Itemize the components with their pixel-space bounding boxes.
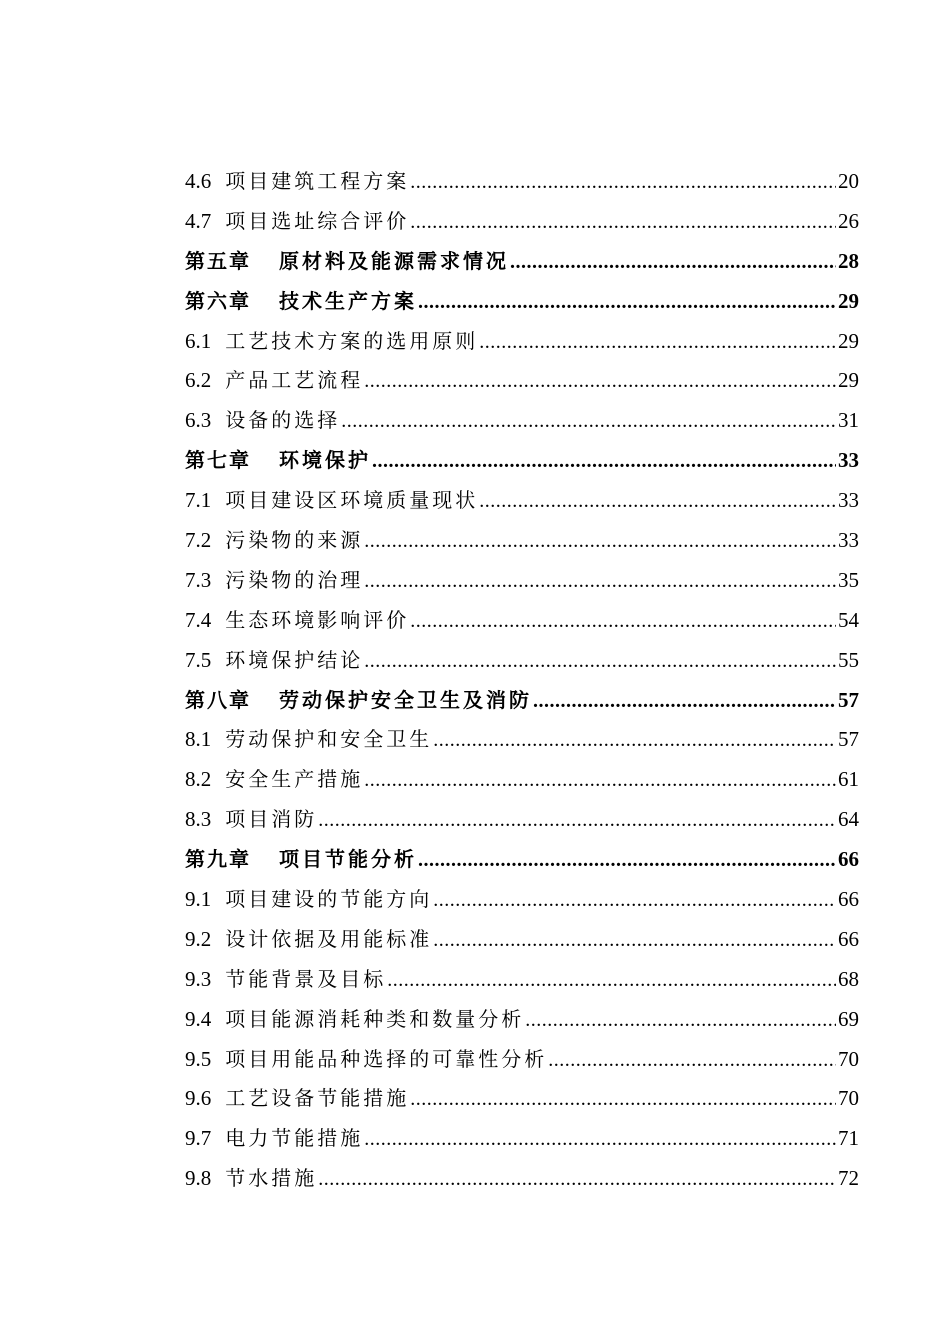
toc-title: 安全生产措施 <box>225 767 364 792</box>
dot-leader <box>364 642 836 682</box>
toc-entry[interactable] <box>185 561 859 601</box>
toc-entry[interactable] <box>185 880 859 920</box>
toc-chapter-title: 环境保护 <box>279 448 371 473</box>
toc-page-number: 70 <box>838 1086 859 1111</box>
toc-number: 6.3 <box>185 408 212 433</box>
toc-chapter-entry[interactable] <box>185 282 859 322</box>
toc-title: 设备的选择 <box>225 408 341 433</box>
toc-chapter-entry[interactable] <box>185 681 859 721</box>
toc-number: 8.2 <box>185 767 212 792</box>
toc-entry[interactable] <box>185 322 859 362</box>
toc-number: 7.4 <box>185 607 212 632</box>
toc-number: 9.2 <box>185 926 212 951</box>
toc-page-number: 69 <box>838 1006 859 1031</box>
toc-page-number: 66 <box>838 847 859 872</box>
toc-chapter-number: 第八章 <box>185 687 251 712</box>
toc-page-number: 26 <box>838 208 859 233</box>
toc-page-number: 61 <box>838 767 859 792</box>
toc-title: 劳动保护和安全卫生 <box>225 727 433 752</box>
dot-leader <box>410 602 836 642</box>
toc-entry[interactable] <box>185 1079 859 1119</box>
toc-entry[interactable] <box>185 202 859 242</box>
toc-title: 电力节能措施 <box>225 1126 364 1151</box>
toc-title: 项目用能品种选择的可靠性分析 <box>225 1046 548 1071</box>
toc-entry[interactable] <box>185 920 859 960</box>
toc-entry[interactable] <box>185 521 859 561</box>
dot-leader <box>418 841 836 881</box>
toc-page-number: 54 <box>838 607 859 632</box>
toc-page-number: 66 <box>838 887 859 912</box>
toc-page-number: 20 <box>838 169 859 193</box>
toc-title: 污染物的治理 <box>225 567 364 592</box>
toc-title: 项目建筑工程方案 <box>225 169 410 193</box>
dot-leader <box>364 362 836 402</box>
dot-leader <box>479 323 836 363</box>
toc-entry[interactable] <box>185 641 859 681</box>
toc-page-number: 31 <box>838 408 859 433</box>
toc-entry[interactable] <box>185 1159 859 1199</box>
toc-page-number: 55 <box>838 647 859 672</box>
toc-entry[interactable] <box>185 481 859 521</box>
toc-number: 8.3 <box>185 807 212 832</box>
toc-number: 9.6 <box>185 1086 212 1111</box>
dot-leader <box>410 1080 836 1120</box>
toc-number: 9.4 <box>185 1006 212 1031</box>
toc-page-number: 29 <box>838 288 859 313</box>
toc-title: 项目消防 <box>225 807 318 832</box>
toc-entry[interactable] <box>185 1000 859 1040</box>
toc-chapter-entry[interactable] <box>185 242 859 282</box>
toc-number: 7.5 <box>185 647 212 672</box>
toc-title: 工艺技术方案的选用原则 <box>225 328 479 353</box>
toc-title: 项目建设的节能方向 <box>225 887 433 912</box>
toc-page-number: 33 <box>838 448 859 473</box>
dot-leader <box>433 881 836 921</box>
dot-leader <box>364 522 836 562</box>
dot-leader <box>548 1041 836 1081</box>
toc-chapter-number: 第五章 <box>185 248 251 273</box>
toc-number: 4.6 <box>185 169 212 193</box>
toc-entry[interactable] <box>185 760 859 800</box>
toc-number: 4.7 <box>185 208 212 233</box>
toc-page-number: 28 <box>838 248 859 273</box>
toc-entry[interactable] <box>185 601 859 641</box>
toc-title: 项目选址综合评价 <box>225 208 410 233</box>
toc-title: 污染物的来源 <box>225 528 364 553</box>
toc-entry[interactable] <box>185 720 859 760</box>
dot-leader <box>364 761 836 801</box>
toc-page-number: 57 <box>838 727 859 752</box>
toc-number: 6.1 <box>185 328 212 353</box>
toc-title: 设计依据及用能标准 <box>225 926 433 951</box>
toc-title: 环境保护结论 <box>225 647 364 672</box>
dot-leader <box>318 801 836 841</box>
toc-number: 9.5 <box>185 1046 212 1071</box>
toc-title: 节能背景及目标 <box>225 966 387 991</box>
toc-entry[interactable] <box>185 361 859 401</box>
dot-leader <box>418 283 836 323</box>
dot-leader <box>364 1120 836 1160</box>
toc-number: 8.1 <box>185 727 212 752</box>
toc-number: 7.3 <box>185 567 212 592</box>
toc-number: 6.2 <box>185 368 212 393</box>
toc-chapter-title: 劳动保护安全卫生及消防 <box>279 687 532 712</box>
toc-chapter-entry[interactable] <box>185 441 859 481</box>
toc-page-number: 35 <box>838 567 859 592</box>
toc-entry[interactable] <box>185 960 859 1000</box>
toc-page-number: 29 <box>838 368 859 393</box>
toc-entry[interactable] <box>185 1119 859 1159</box>
toc-page-number: 33 <box>838 488 859 513</box>
toc-entry[interactable] <box>185 1040 859 1080</box>
toc-number: 9.1 <box>185 887 212 912</box>
toc-title: 项目建设区环境质量现状 <box>225 488 479 513</box>
toc-number: 9.8 <box>185 1166 212 1191</box>
toc-page-number: 33 <box>838 528 859 553</box>
dot-leader <box>433 921 836 961</box>
toc-chapter-title: 原材料及能源需求情况 <box>279 248 509 273</box>
toc-page-number: 68 <box>838 966 859 991</box>
dot-leader <box>410 203 836 243</box>
dot-leader <box>525 1001 836 1041</box>
toc-page-number: 66 <box>838 926 859 951</box>
toc-entry[interactable] <box>185 162 859 202</box>
toc-page-number: 71 <box>838 1126 859 1151</box>
toc-number: 7.2 <box>185 528 212 553</box>
toc-chapter-title: 项目节能分析 <box>279 847 417 872</box>
toc-title: 产品工艺流程 <box>225 368 364 393</box>
dot-leader <box>410 163 836 203</box>
dot-leader <box>510 243 836 283</box>
toc-number: 7.1 <box>185 488 212 513</box>
toc-title: 项目能源消耗种类和数量分析 <box>225 1006 525 1031</box>
dot-leader <box>433 721 836 761</box>
toc-title: 节水措施 <box>225 1166 318 1191</box>
dot-leader <box>372 442 836 482</box>
toc-number: 9.3 <box>185 966 212 991</box>
toc-chapter-number: 第七章 <box>185 448 251 473</box>
toc-chapter-title: 技术生产方案 <box>279 288 417 313</box>
toc-entry[interactable] <box>185 800 859 840</box>
toc-chapter-number: 第六章 <box>185 288 251 313</box>
toc-chapter-entry[interactable] <box>185 840 859 880</box>
toc-page-number: 64 <box>838 807 859 832</box>
dot-leader <box>479 482 836 522</box>
dot-leader <box>387 961 836 1001</box>
toc-page-number: 29 <box>838 328 859 353</box>
toc-entry[interactable] <box>185 401 859 441</box>
table-of-contents <box>185 162 859 1199</box>
toc-page-number: 57 <box>838 687 859 712</box>
toc-chapter-number: 第九章 <box>185 847 251 872</box>
toc-number: 9.7 <box>185 1126 212 1151</box>
dot-leader <box>364 562 836 602</box>
toc-title: 生态环境影响评价 <box>225 607 410 632</box>
dot-leader <box>341 402 836 442</box>
toc-page-number: 70 <box>838 1046 859 1071</box>
toc-title: 工艺设备节能措施 <box>225 1086 410 1111</box>
dot-leader <box>533 682 836 722</box>
dot-leader <box>318 1160 836 1200</box>
toc-page-number: 72 <box>838 1166 859 1191</box>
